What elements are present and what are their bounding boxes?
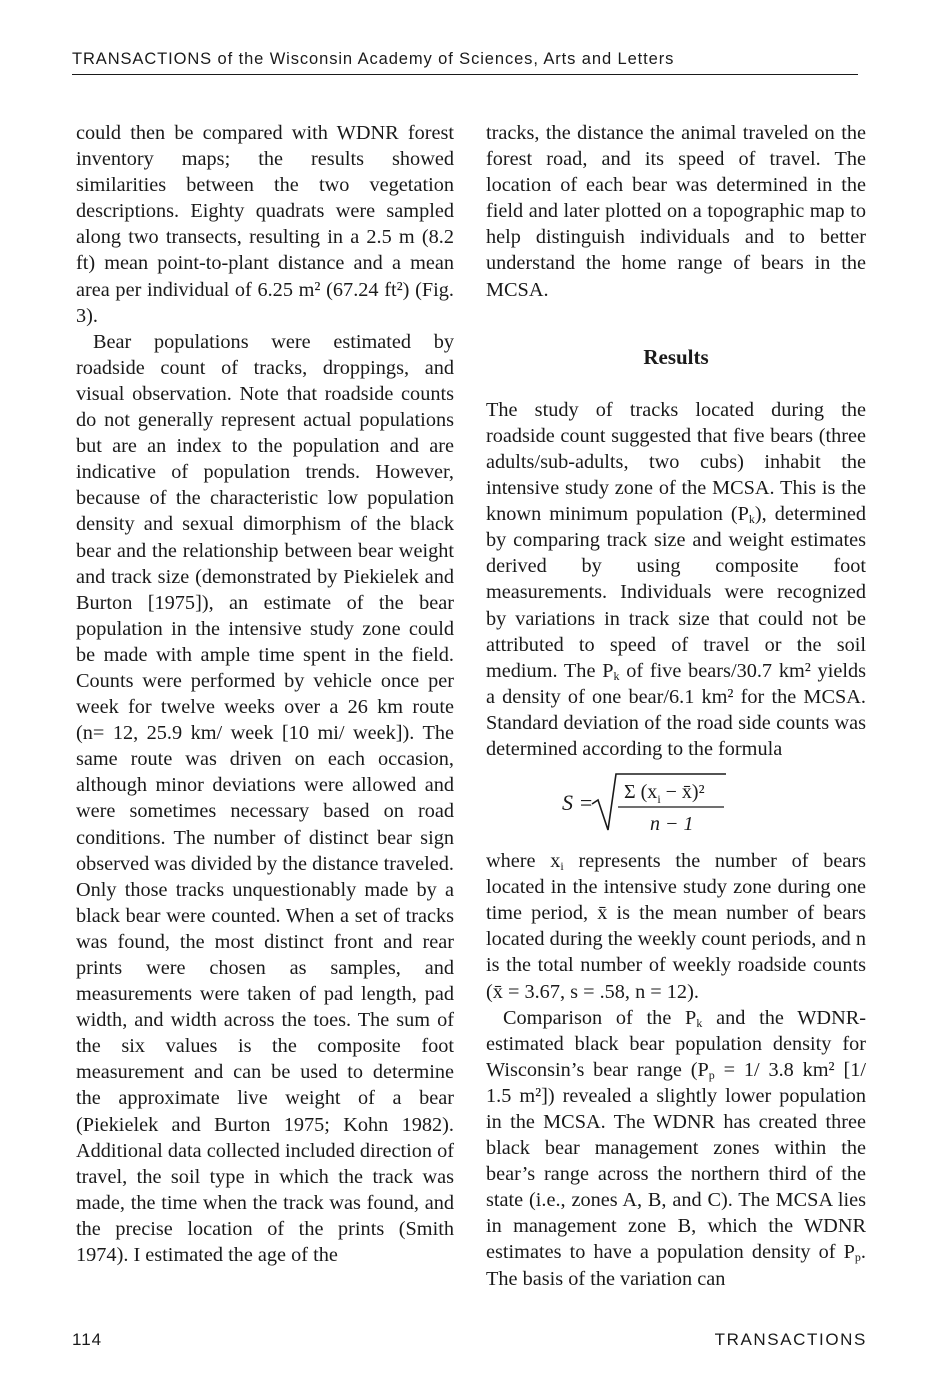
page-number: 114	[72, 1330, 103, 1349]
right-paragraph-1: tracks, the distance the animal traveled on the forest road, and its speed of travel. The location of each bear was determined in the field and later plotted on a topographic map to help distinguish individuals and to better understand the home range of bears in the MCSA.	[486, 122, 866, 301]
right-column	[486, 120, 866, 1292]
left-column	[76, 120, 454, 1268]
formula-numerator: Σ ($x_i$ − x̄)²	[624, 781, 705, 807]
journal-footer: TRANSACTIONS	[714, 1330, 867, 1349]
running-head: TRANSACTIONS of the Wisconsin Academy of Sciences, Arts and Letters	[72, 50, 675, 68]
right-paragraph-4: Comparison of the $P_k$ and the WDNR-estimated black bear population density for Wisconsin’s bear range ($P_p = 1/$ 3.8 km² [1/ 1.5 m²]) revealed a slightly lower population in the MCSA. The WDNR has created three black bear management zones within the bear’s range across the northern third of the state (i.e., zones A, B, and C). The MCSA lies in management zone B, which the WDNR estimates to have a population density of $P_p$. The basis of the variation can	[486, 1006, 866, 1290]
right-paragraph-3: where $x_i$ represents the number of bears located in the intensive study zone during one time period, x̄ is the mean number of bears located during the weekly count periods, and n is the total number of weekly roadside counts (x̄ = 3.67, s = .58, n = 12).	[486, 850, 867, 1003]
left-paragraph-2: Bear populations were estimated by roadside count of tracks, droppings, and visual observation. Note that roadside counts do not generally represent actual populations but are an index to the population and are indicative of population trends. However, because of the characteristic low population density and sexual dimorphism of the black bear and the relationship between bear weight and track size (demonstrated by Piekielek and Burton [1975]), an estimate of the bear population in the intensive study zone could be made with ample time spent in the field. Counts were performed by vehicle once per week for twelve weeks over a 26 km route (n= 12, 25.9 km/ week [10 mi/ week]). The same route was driven on each occasion, although minor deviations were allowed and were sometimes necessary based on road conditions. The number of distinct bear sign observed was divided by the distance traveled. Only those tracks unquestionably made by a black bear were counted. When a set of tracks was found, the most distinct front and rear prints were chosen as samples, and measurements were taken of pad length, pad width, and width across the toes. The sum of the six values is the composite foot measurement and can be used to determine the approximate live weight of a bear (Piekielek and Burton 1975; Kohn 1982). Additional data collected included direction of travel, the soil type in which the track was made, the time when the track was found, and the precise location of the prints (Smith 1974). I estimated the age of the	[76, 330, 454, 1267]
right-paragraph-2: The study of tracks located during the roadside count suggested that five bears (three adults/sub-adults, two cubs) inhabit the intensive study zone of the MCSA. This is the known minimum population $(P_k)$, determined by comparing track size and weight estimates derived by using composite foot measurements. Individuals were recognized by variations in track size that could not be attributed to speed of travel or the soil medium. The $P_k$ of five bears/30.7 km² yields a density of one bear/6.1 km² for the MCSA. Standard deviation of the road side counts was determined according to the formula	[486, 398, 867, 760]
formula-denominator: n − 1	[650, 813, 694, 836]
header-rule	[72, 74, 858, 75]
standard-deviation-formula	[486, 766, 866, 842]
results-heading: Results	[643, 344, 709, 369]
formula-lhs: S =	[562, 790, 594, 816]
left-paragraph-1: could then be compared with WDNR forest inventory maps; the results showed similarities between the two vegetation descriptions. Eighty quadrats were sampled along two transects, resulting in a 2.5 m (8.2 ft) mean point-to-plant distance and a mean area per individual of 6.25 m² (67.24 ft²) (Fig. 3).	[76, 122, 454, 327]
